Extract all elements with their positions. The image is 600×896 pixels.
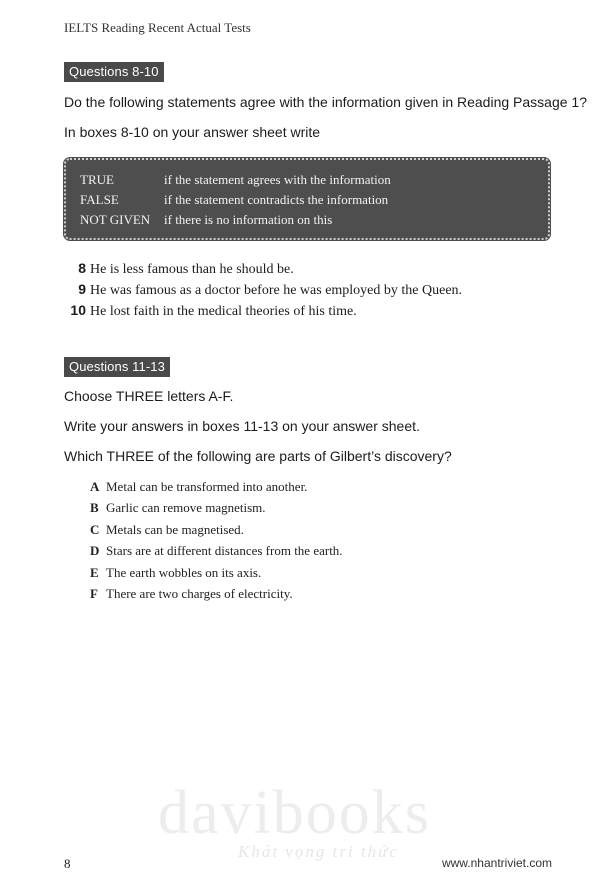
option-text: There are two charges of electricity. bbox=[106, 586, 293, 601]
key-definition: if there is no information on this bbox=[164, 212, 333, 227]
option-text: Metals can be magnetised. bbox=[106, 522, 244, 537]
option-letter: F bbox=[90, 586, 98, 601]
option-a bbox=[90, 479, 307, 495]
option-b bbox=[90, 500, 266, 516]
option-letter: A bbox=[90, 479, 100, 494]
section2-instruction-2: Write your answers in boxes 11-13 on your answer sheet. bbox=[64, 418, 420, 434]
option-letter: B bbox=[90, 500, 99, 515]
page-number: 8 bbox=[64, 856, 71, 871]
key-definition: if the statement agrees with the information bbox=[164, 172, 391, 187]
statement-9 bbox=[64, 281, 462, 299]
statement-text: He lost faith in the medical theories of his time. bbox=[90, 304, 357, 319]
option-text: The earth wobbles on its axis. bbox=[106, 565, 262, 580]
section2-instruction-3: Which THREE of the following are parts of Gilbert’s discovery? bbox=[64, 448, 452, 464]
section2-instruction-1: Choose THREE letters A-F. bbox=[64, 388, 234, 404]
option-letter: D bbox=[90, 543, 100, 558]
statement-number: 8 bbox=[78, 260, 86, 276]
watermark-slogan: Khát vọng tri thức bbox=[238, 842, 399, 861]
statement-text: He is less famous than he should be. bbox=[90, 262, 294, 277]
option-d bbox=[90, 543, 343, 559]
key-definition: if the statement contradicts the information bbox=[164, 192, 389, 207]
option-text: Metal can be transformed into another. bbox=[106, 479, 308, 494]
key-term: NOT GIVEN bbox=[80, 212, 151, 227]
statement-text: He was famous as a doctor before he was employed by the Queen. bbox=[90, 283, 463, 298]
questions-8-10-badge: Questions 8-10 bbox=[64, 62, 164, 82]
option-letter: E bbox=[90, 565, 99, 580]
option-e bbox=[90, 565, 261, 581]
questions-11-13-badge: Questions 11-13 bbox=[64, 357, 170, 377]
statement-10 bbox=[64, 302, 357, 320]
running-head: IELTS Reading Recent Actual Tests bbox=[64, 20, 251, 35]
statement-number: 9 bbox=[78, 281, 86, 297]
option-f bbox=[90, 586, 293, 602]
statement-number: 10 bbox=[70, 302, 86, 318]
website-url: www.nhantriviet.com bbox=[441, 856, 552, 870]
option-text: Stars are at different distances from the earth. bbox=[106, 543, 343, 558]
section1-instruction-2: In boxes 8-10 on your answer sheet write bbox=[64, 124, 321, 140]
key-term: TRUE bbox=[80, 172, 114, 187]
answer-key-box bbox=[64, 158, 550, 240]
section1-instruction-1: Do the following statements agree with the information given in Reading Passage 1? bbox=[64, 94, 587, 110]
watermark-brand: davibooks bbox=[158, 779, 431, 847]
option-text: Garlic can remove magnetism. bbox=[106, 500, 266, 515]
key-term: FALSE bbox=[80, 192, 119, 207]
statement-8 bbox=[64, 260, 294, 278]
option-letter: C bbox=[90, 522, 100, 537]
option-c bbox=[90, 522, 244, 538]
